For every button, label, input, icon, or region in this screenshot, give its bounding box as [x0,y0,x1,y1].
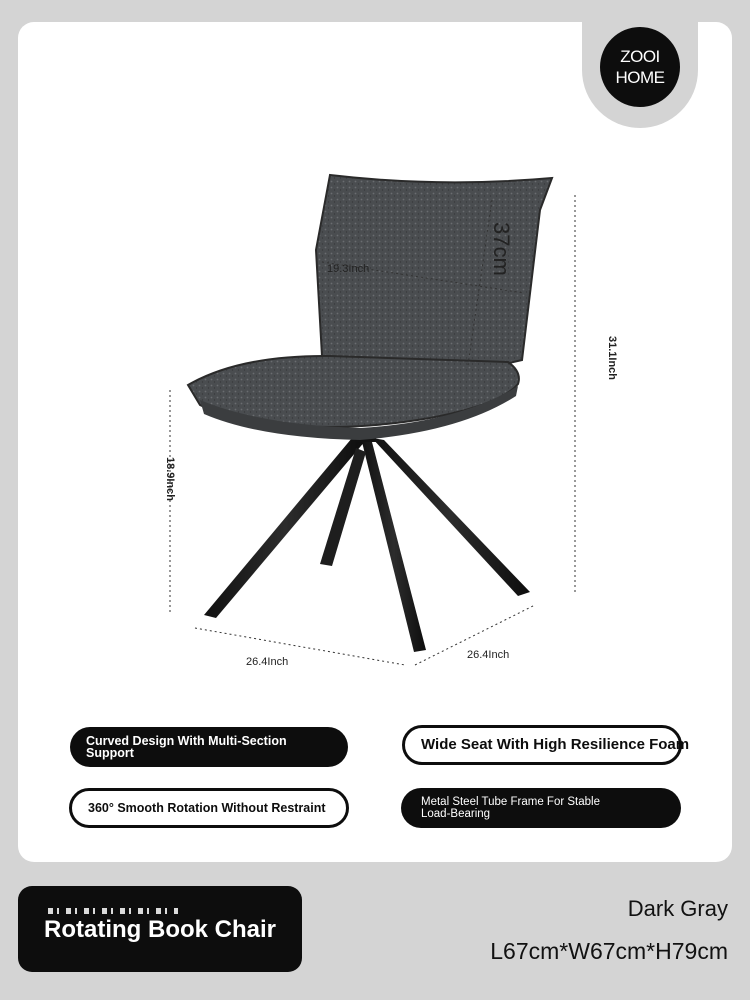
brand-line-2: HOME [615,68,665,87]
depth-label: 26.4Inch [246,656,289,668]
product-size: L67cm*W67cm*H79cm [490,938,728,964]
feature-pill [401,788,681,828]
feature-label: Metal Steel Tube Frame For Stable Load-Bearing [421,796,600,820]
brand-line-1: ZOOI [620,47,660,66]
back-height-label: 37cm [489,222,514,276]
feature-label: Curved Design With Multi-Section Support [86,734,287,760]
width-label: 26.4Inch [467,649,510,661]
product-title-box [18,886,302,972]
back-width-label: 19.3Inch [327,263,370,275]
product-name: Rotating Book Chair [44,916,276,943]
feature-pill [69,788,349,828]
feature-label: Wide Seat With High Resilience Foam [421,736,690,753]
total-height-label: 31.1Inch [606,336,618,381]
seat-height-label: 18.9Inch [164,457,176,502]
feature-pill [70,727,348,767]
feature-label: 360° Smooth Rotation Without Restraint [88,801,326,815]
chair-legs [204,428,530,652]
decorative-dots [48,908,178,914]
product-color: Dark Gray [627,896,728,921]
feature-pill [402,725,690,765]
